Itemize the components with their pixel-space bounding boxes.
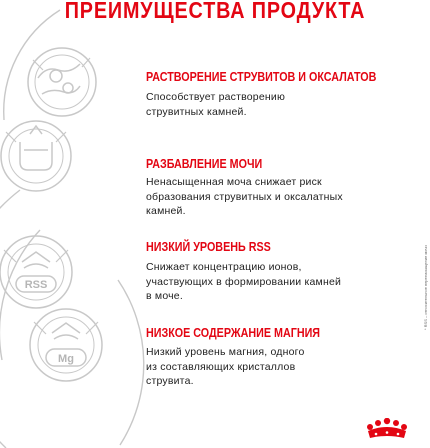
magnesium-icon-label: Mg xyxy=(58,353,74,365)
benefit-body-struvite: Способствует растворению струвитных камней. xyxy=(146,91,286,118)
magnesium-icon xyxy=(30,309,102,381)
footnote: * RSS – относительное перенасыщение мочи xyxy=(423,245,428,330)
benefit-body-rss: Снижает концентрацию ионов, участвующих в формировании камней в моче. xyxy=(146,261,342,302)
urine-dilution-icon xyxy=(1,121,71,191)
royal-canin-crown-icon xyxy=(364,418,410,444)
page-heading: ПРЕИМУЩЕСТВА ПРОДУКТА xyxy=(64,0,366,23)
dissolving-stones-icon xyxy=(28,48,96,116)
benefit-body-urine-dilution: Ненасыщенная моча снижает риск образования струвитных и оксалатных камней. xyxy=(146,176,343,217)
benefit-title-rss: НИЗКИЙ УРОВЕНЬ RSS xyxy=(146,240,271,254)
benefit-title-urine-dilution: РАЗБАВЛЕНИЕ МОЧИ xyxy=(146,157,263,171)
icon-column xyxy=(0,0,146,448)
rss-icon-label: RSS xyxy=(24,279,48,291)
rss-icon xyxy=(0,236,72,308)
benefit-title-struvite: РАСТВОРЕНИЕ СТРУВИТОВ И ОКСАЛАТОВ xyxy=(146,70,377,84)
benefit-title-magnesium: НИЗКОЕ СОДЕРЖАНИЕ МАГНИЯ xyxy=(146,326,321,340)
benefit-body-magnesium: Низкий уровень магния, одного из составляющих кристаллов струвита. xyxy=(146,346,305,387)
